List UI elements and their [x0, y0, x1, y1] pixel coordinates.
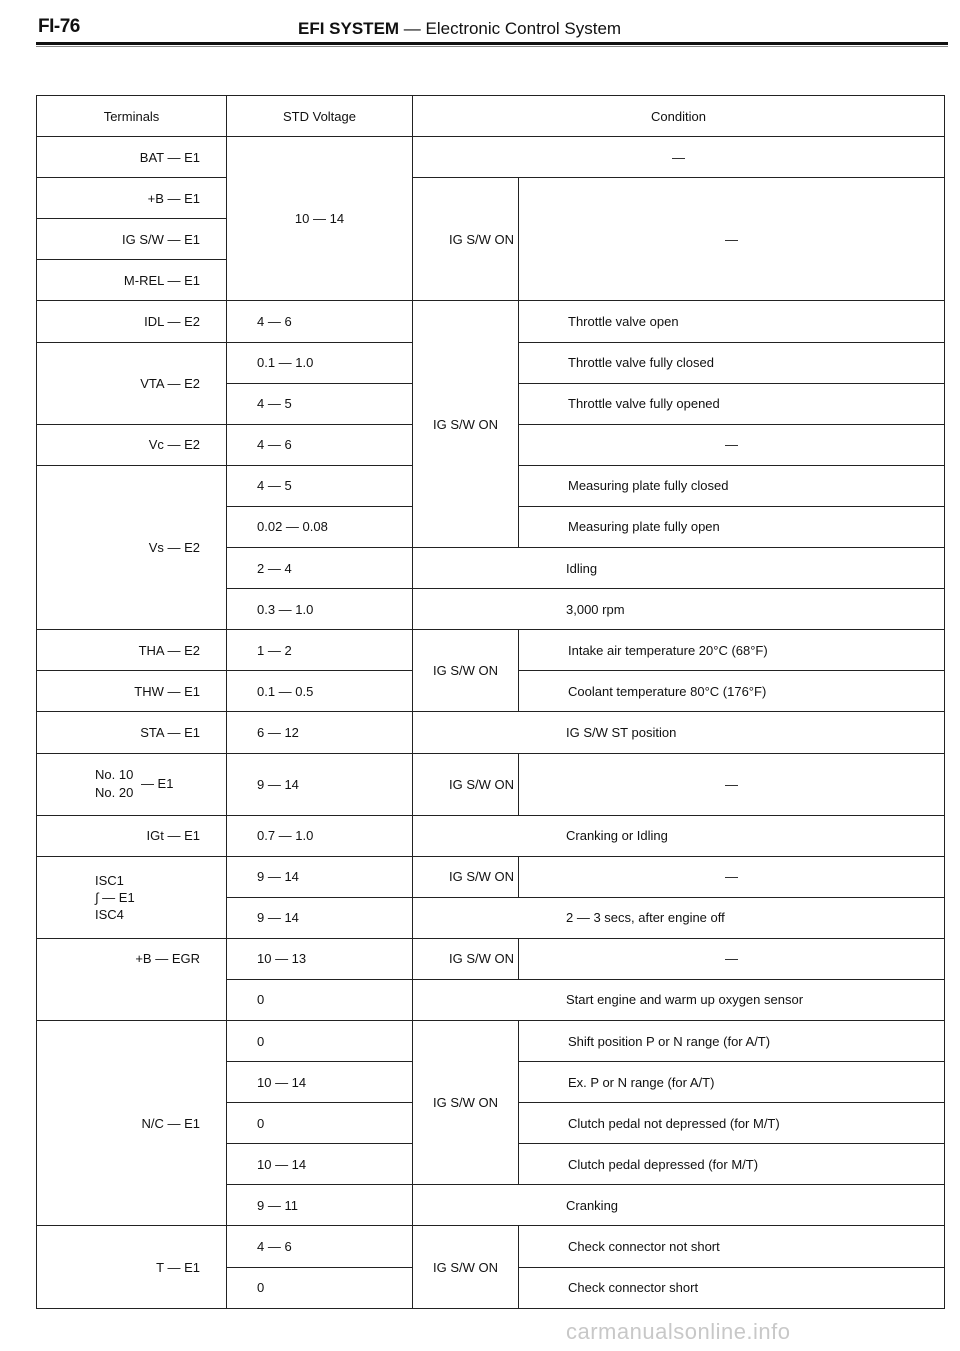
terminal-cell-multi: [37, 753, 227, 815]
voltage-cell: 0.1 — 0.5: [227, 671, 413, 712]
terminal-line-1: ISC1: [95, 872, 124, 888]
table-row: [37, 178, 945, 219]
condition-cell: Measuring plate fully open: [519, 506, 945, 547]
condition-cell: Check connector not short: [519, 1226, 945, 1267]
terminal-cell-multi: [37, 856, 227, 938]
voltage-cell: 9 — 14: [227, 856, 413, 897]
terminal-lines: [95, 766, 133, 802]
voltage-cell: 10 — 13: [227, 938, 413, 979]
terminal-cell: Vc — E2: [37, 424, 227, 465]
voltage-cell: 4 — 5: [227, 465, 413, 506]
terminal-cell: N/C — E1: [37, 1020, 227, 1225]
voltage-cell: 0.02 — 0.08: [227, 506, 413, 547]
condition-cell: Shift position P or N range (for A/T): [519, 1020, 945, 1061]
table-row: [37, 301, 945, 342]
terminal-line-2: No. 20: [95, 785, 134, 800]
table-header-row: [37, 96, 945, 137]
page-title: [298, 19, 621, 39]
voltage-cell: 2 — 4: [227, 548, 413, 589]
terminal-cell: +B — EGR: [37, 938, 227, 1020]
condition-dash: —: [519, 856, 945, 897]
ig-sw-on-cell: IG S/W ON: [413, 178, 519, 301]
table-row: [37, 1226, 945, 1267]
condition-dash: —: [519, 753, 945, 815]
terminal-cell: IGt — E1: [37, 815, 227, 856]
ig-sw-on-cell: IG S/W ON: [413, 938, 519, 979]
condition-cell: Idling: [413, 548, 945, 589]
header-std-voltage: STD Voltage: [227, 96, 413, 137]
table-row: [37, 712, 945, 753]
header-terminals: Terminals: [37, 96, 227, 137]
table-row: [37, 815, 945, 856]
condition-cell: Intake air temperature 20°C (68°F): [519, 630, 945, 671]
terminal-suffix: — E1: [140, 776, 174, 791]
page-title-rest: — Electronic Control System: [399, 19, 622, 38]
voltage-cell: 0: [227, 1267, 413, 1308]
header-condition: Condition: [413, 96, 945, 137]
condition-dash: —: [519, 938, 945, 979]
terminal-line-3: ISC4: [95, 906, 124, 922]
voltage-cell: 4 — 6: [227, 1226, 413, 1267]
condition-dash: —: [519, 178, 945, 301]
condition-cell: Check connector short: [519, 1267, 945, 1308]
terminal-cell: Vs — E2: [37, 465, 227, 629]
condition-cell: Clutch pedal depressed (for M/T): [519, 1144, 945, 1185]
voltage-cell: 0.1 — 1.0: [227, 342, 413, 383]
ig-sw-on-cell: IG S/W ON: [413, 753, 519, 815]
condition-cell: Clutch pedal not depressed (for M/T): [519, 1103, 945, 1144]
table-row: [37, 630, 945, 671]
terminal-cell: BAT — E1: [37, 137, 227, 178]
header-rule: [36, 42, 948, 45]
page-title-bold: EFI SYSTEM: [298, 19, 400, 38]
terminal-cell: T — E1: [37, 1226, 227, 1308]
condition-cell: Throttle valve fully closed: [519, 342, 945, 383]
condition-cell: IG S/W ST position: [413, 712, 945, 753]
ig-sw-on-cell: IG S/W ON: [413, 1020, 519, 1184]
voltage-cell: 4 — 6: [227, 424, 413, 465]
terminal-cell: IDL — E2: [37, 301, 227, 342]
terminal-cell: +B — E1: [37, 178, 227, 219]
condition-cell: 3,000 rpm: [413, 589, 945, 630]
header-rule-thin: [36, 46, 948, 47]
voltage-cell: 9 — 14: [227, 753, 413, 815]
voltage-cell: 10 — 14: [227, 1062, 413, 1103]
terminal-cell: STA — E1: [37, 712, 227, 753]
table-row: [37, 753, 945, 815]
terminal-cell: THW — E1: [37, 671, 227, 712]
table-row: [37, 137, 945, 178]
condition-cell: Ex. P or N range (for A/T): [519, 1062, 945, 1103]
condition-cell: Throttle valve fully opened: [519, 383, 945, 424]
voltage-cell: 4 — 6: [227, 301, 413, 342]
table-row: [37, 856, 945, 897]
page-number: FI-76: [38, 16, 80, 37]
terminal-cell: VTA — E2: [37, 342, 227, 424]
ig-sw-on-cell: IG S/W ON: [413, 1226, 519, 1308]
voltage-cell: 10 — 14: [227, 1144, 413, 1185]
condition-cell: Measuring plate fully closed: [519, 465, 945, 506]
condition-cell: Throttle valve open: [519, 301, 945, 342]
terminal-cell: IG S/W — E1: [37, 219, 227, 260]
voltage-cell: 10 — 14: [227, 137, 413, 301]
condition-dash: —: [519, 424, 945, 465]
ig-sw-on-cell: IG S/W ON: [413, 301, 519, 548]
terminal-line-2: ∫ — E1: [95, 889, 135, 905]
terminal-cell: M-REL — E1: [37, 260, 227, 301]
voltage-cell: 0: [227, 1020, 413, 1061]
condition-cell: Cranking or Idling: [413, 815, 945, 856]
terminal-voltage-table: [36, 95, 945, 1309]
voltage-cell: 0: [227, 1103, 413, 1144]
table-row: [37, 938, 945, 979]
voltage-cell: 0.3 — 1.0: [227, 589, 413, 630]
terminal-line-1: No. 10: [95, 767, 134, 782]
voltage-cell: 4 — 5: [227, 383, 413, 424]
condition-cell: Coolant temperature 80°C (176°F): [519, 671, 945, 712]
ig-sw-on-cell: IG S/W ON: [413, 856, 519, 897]
condition-cell: 2 — 3 secs, after engine off: [413, 897, 945, 938]
voltage-cell: 0: [227, 979, 413, 1020]
watermark-text: carmanualsonline.info: [566, 1319, 791, 1344]
condition-dash: —: [413, 137, 945, 178]
condition-cell: Start engine and warm up oxygen sensor: [413, 979, 945, 1020]
voltage-cell: 0.7 — 1.0: [227, 815, 413, 856]
condition-cell: Cranking: [413, 1185, 945, 1226]
voltage-cell: 6 — 12: [227, 712, 413, 753]
terminal-cell: THA — E2: [37, 630, 227, 671]
voltage-cell: 9 — 11: [227, 1185, 413, 1226]
table-row: [37, 1020, 945, 1061]
voltage-cell: 1 — 2: [227, 630, 413, 671]
voltage-cell: 9 — 14: [227, 897, 413, 938]
ig-sw-on-cell: IG S/W ON: [413, 630, 519, 712]
